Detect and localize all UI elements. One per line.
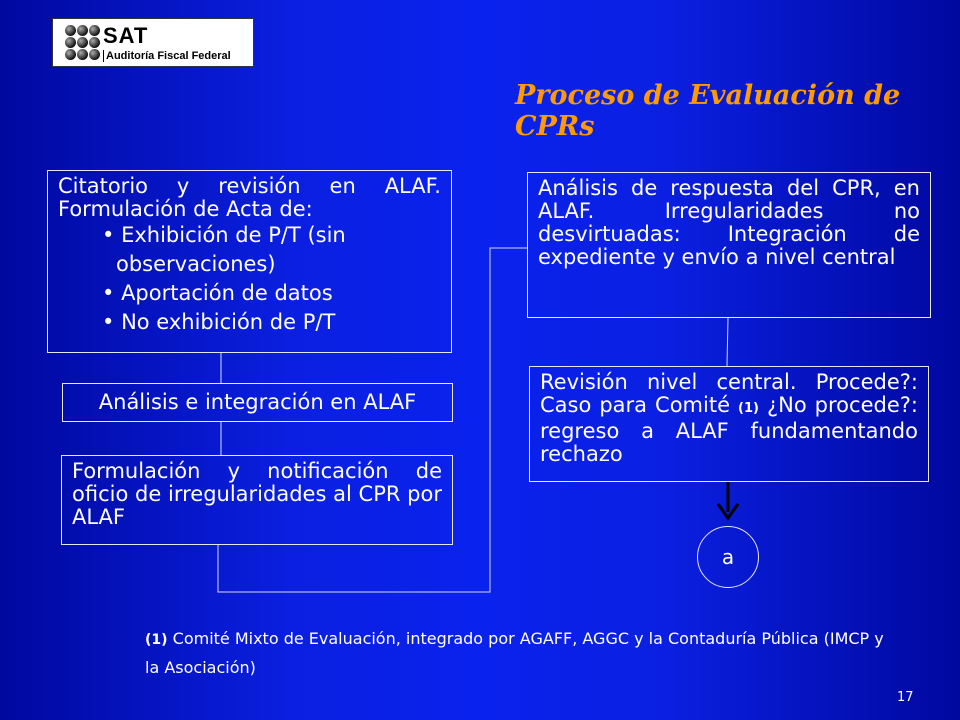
- bullet-item: • Aportación de datos: [58, 279, 441, 308]
- box-formulacion: Formulación y notificación de oficio de irregularidades al CPR por ALAF: [61, 455, 453, 545]
- page-number: 17: [897, 690, 914, 705]
- box-revision-text: Revisión nivel central. Procede?: Caso para Comité: [540, 370, 918, 417]
- box-revision-note-ref: (1): [738, 401, 759, 416]
- bullet-item: • No exhibición de P/T: [58, 308, 441, 337]
- box-citatorio: [47, 170, 452, 353]
- page-title: Proceso de Evaluación de CPRs: [515, 80, 901, 142]
- box-analisis-respuesta: Análisis de respuesta del CPR, en ALAF. Irregularidades no desvirtuadas: Integración de expediente y envío a nivel central: [527, 172, 931, 318]
- footnote-ref: (1): [145, 632, 168, 648]
- logo-subtitle: Auditoría Fiscal Federal: [103, 50, 231, 62]
- box-citatorio-heading: Citatorio y revisión en ALAF. Formulación de Acta de:: [58, 174, 441, 221]
- connector-line-4: [727, 318, 728, 366]
- logo-brand: SAT: [103, 23, 149, 48]
- connector-circle: a: [697, 526, 759, 588]
- box-revision: [529, 366, 929, 482]
- footnote-text: Comité Mixto de Evaluación, integrado por AGAFF, AGGC y la Contaduría Pública (IMCP y la Asociación): [145, 629, 884, 677]
- bullet-item: • Exhibición de P/T (sin observaciones): [58, 221, 441, 279]
- box-citatorio-bullets: [58, 221, 441, 337]
- box-analisis-alaf: Análisis e integración en ALAF: [62, 383, 453, 422]
- arrow-down-icon: [718, 482, 738, 518]
- footnote: [145, 625, 885, 682]
- box-revision-text2: ¿No procede?: regreso a ALAF fundamentando rechazo: [540, 393, 918, 466]
